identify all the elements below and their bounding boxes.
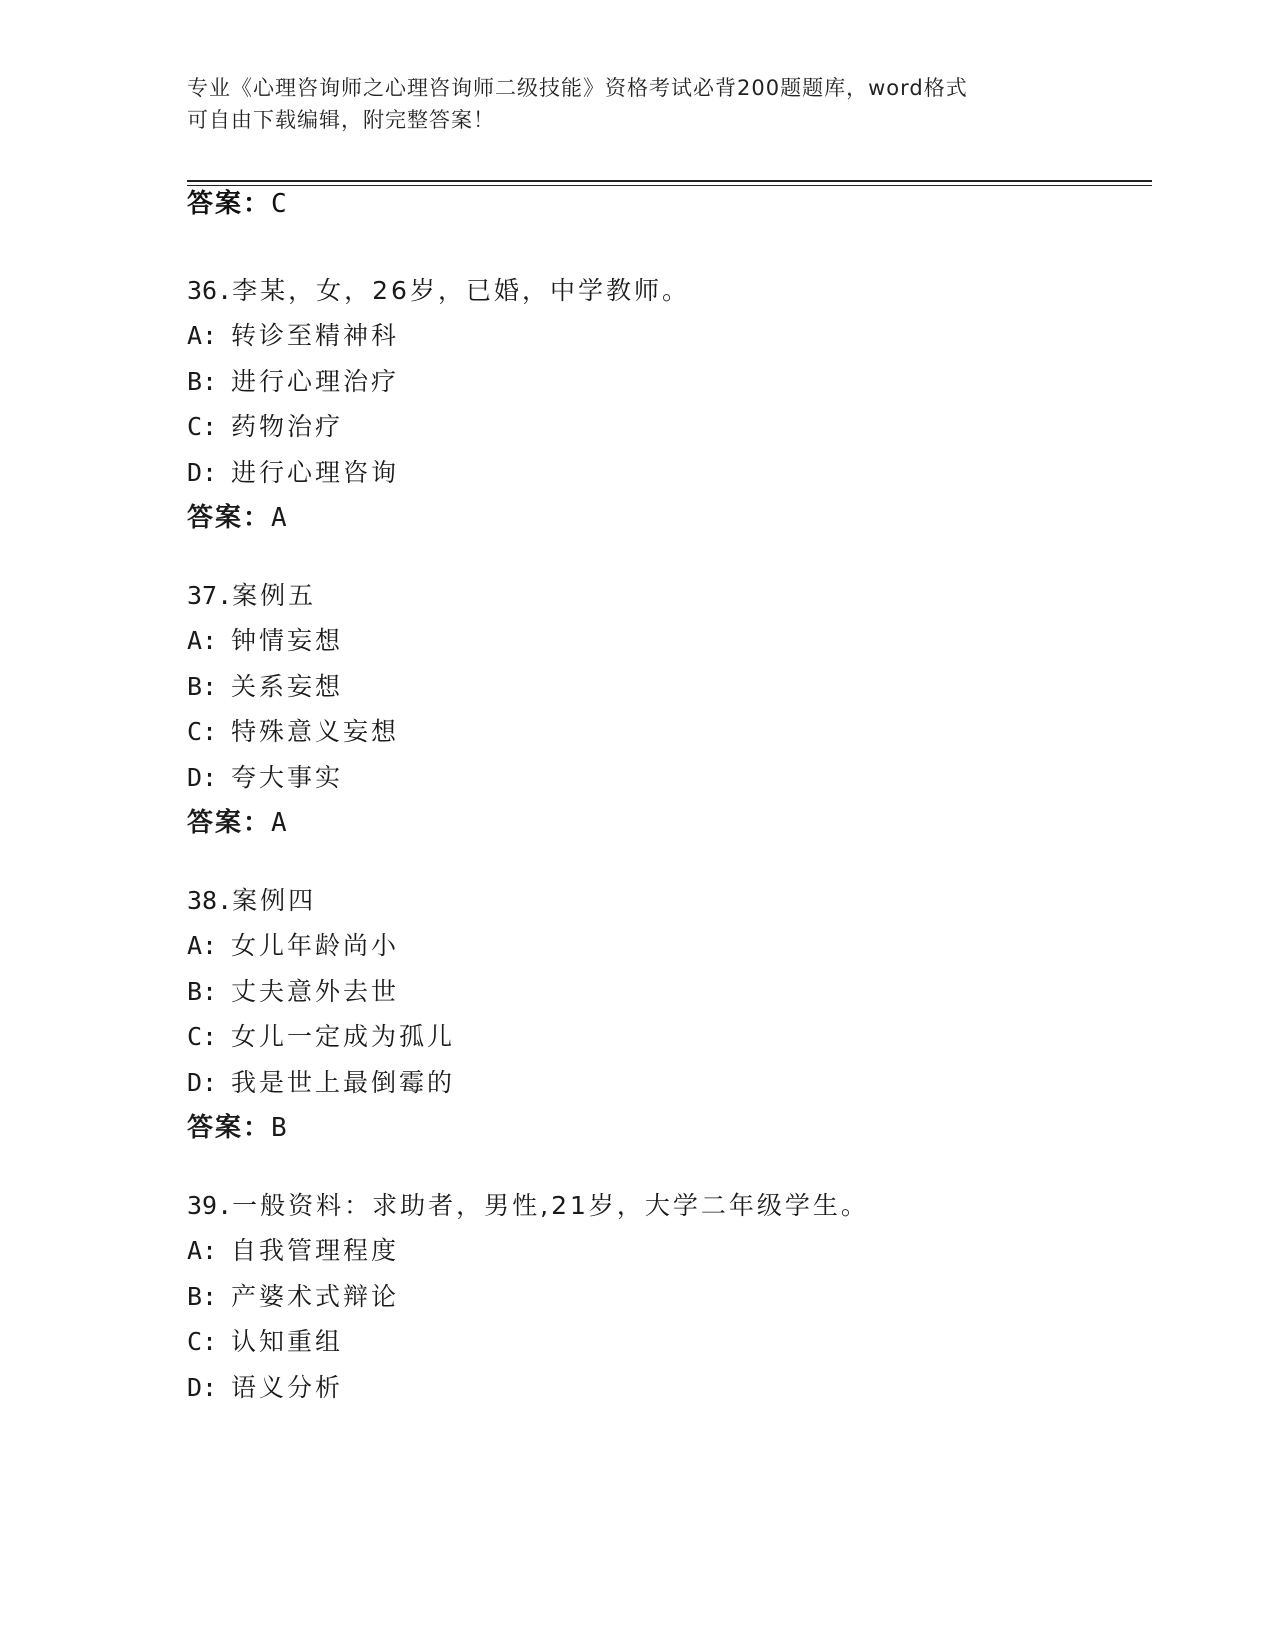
answer-label: 答案： — [187, 808, 272, 838]
option-text: 丈夫意外去世 — [231, 976, 400, 1006]
option-key: B: — [187, 671, 218, 701]
question-text: 一般资料：求助者，男性,21岁，大学二年级学生。 — [232, 1191, 869, 1220]
option-text: 我是世上最倒霉的 — [231, 1067, 456, 1097]
option-d — [187, 762, 1147, 808]
question-title — [187, 885, 1147, 930]
document-header — [187, 72, 1087, 136]
question-number: 36. — [187, 276, 233, 305]
option-b — [187, 366, 1147, 412]
answer-label: 答案： — [187, 1113, 272, 1143]
answer-value: A — [271, 808, 289, 838]
option-b — [187, 1281, 1147, 1327]
option-text: 产婆术式辩论 — [231, 1281, 400, 1311]
question-text: 李某，女，26岁，已婚，中学教师。 — [232, 276, 690, 305]
question-text: 案例五 — [232, 581, 317, 610]
option-d — [187, 457, 1147, 503]
option-key: A: — [187, 321, 218, 350]
answer-label: 答案： — [187, 503, 272, 533]
previous-answer — [187, 188, 289, 220]
option-key: C: — [187, 1022, 218, 1051]
option-text: 自我管理程度 — [231, 1236, 400, 1265]
option-b — [187, 671, 1147, 717]
answer-label: 答案： — [187, 189, 272, 219]
option-a — [187, 320, 1147, 366]
option-text: 特殊意义妄想 — [231, 717, 400, 746]
option-text: 女儿一定成为孤儿 — [231, 1022, 456, 1051]
question-answer — [187, 807, 1147, 852]
option-key: C: — [187, 1327, 218, 1356]
option-text: 语义分析 — [231, 1372, 344, 1402]
question-title — [187, 580, 1147, 625]
option-key: D: — [187, 762, 218, 792]
option-text: 钟情妄想 — [231, 626, 344, 655]
option-key: A: — [187, 931, 218, 960]
option-text: 女儿年龄尚小 — [231, 931, 400, 960]
option-a — [187, 625, 1147, 671]
question-37 — [187, 580, 1147, 852]
question-number: 38. — [187, 886, 233, 915]
option-key: B: — [187, 1281, 218, 1311]
option-text: 夸大事实 — [231, 762, 344, 792]
option-key: A: — [187, 1236, 218, 1265]
option-text: 药物治疗 — [231, 412, 344, 441]
question-38 — [187, 885, 1147, 1157]
option-d — [187, 1372, 1147, 1418]
option-text: 认知重组 — [231, 1327, 344, 1356]
option-key: D: — [187, 457, 218, 487]
option-a — [187, 930, 1147, 976]
answer-value: B — [271, 1113, 289, 1143]
question-text: 案例四 — [232, 886, 317, 915]
option-text: 关系妄想 — [231, 671, 344, 701]
header-line-2: 可自由下载编辑，附完整答案！ — [187, 108, 495, 132]
option-text: 进行心理治疗 — [231, 366, 400, 396]
option-key: A: — [187, 626, 218, 655]
question-answer — [187, 1112, 1147, 1157]
question-39 — [187, 1190, 1147, 1417]
header-rule-thin — [187, 185, 1152, 186]
option-key: B: — [187, 366, 218, 396]
option-text: 转诊至精神科 — [231, 321, 400, 350]
question-title — [187, 275, 1147, 320]
question-answer — [187, 502, 1147, 547]
option-key: B: — [187, 976, 218, 1006]
question-title — [187, 1190, 1147, 1235]
option-c — [187, 716, 1147, 762]
option-key: D: — [187, 1067, 218, 1097]
question-number: 37. — [187, 581, 233, 610]
option-c — [187, 1021, 1147, 1067]
header-rule-thick — [187, 180, 1152, 182]
option-key: C: — [187, 717, 218, 746]
option-b — [187, 976, 1147, 1022]
question-36 — [187, 275, 1147, 547]
option-key: C: — [187, 412, 218, 441]
option-c — [187, 411, 1147, 457]
option-a — [187, 1235, 1147, 1281]
option-key: D: — [187, 1372, 218, 1402]
option-c — [187, 1326, 1147, 1372]
option-text: 进行心理咨询 — [231, 457, 400, 487]
question-number: 39. — [187, 1191, 233, 1220]
header-line-1: 专业《心理咨询师之心理咨询师二级技能》资格考试必背200题题库，word格式 — [187, 76, 968, 100]
answer-value: A — [271, 503, 289, 533]
answer-value: C — [271, 189, 289, 219]
option-d — [187, 1067, 1147, 1113]
